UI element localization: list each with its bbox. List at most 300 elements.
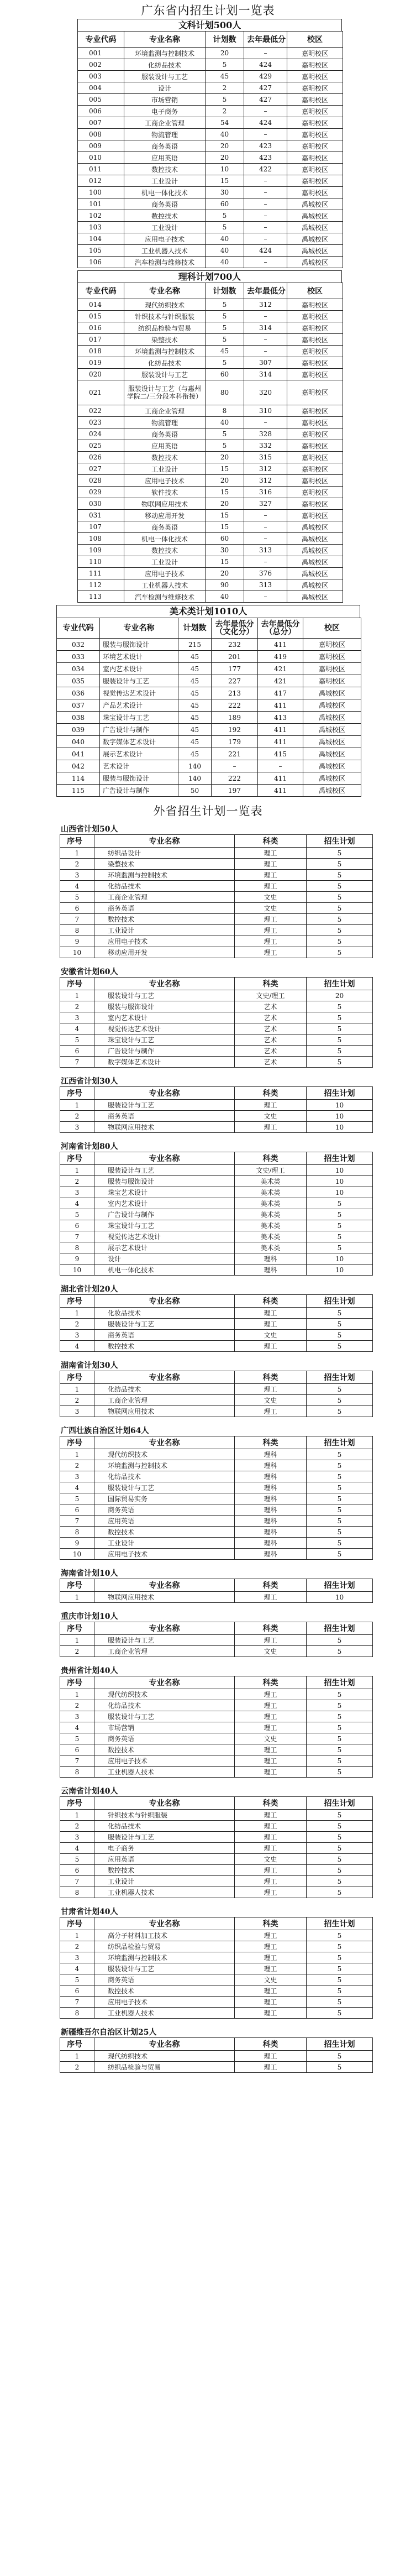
table-header-row <box>60 1622 373 1635</box>
cell-major-code: 034 <box>57 663 100 675</box>
cell-major-name: 产品艺术设计 <box>100 699 178 712</box>
cell-last-min-score: – <box>244 257 287 268</box>
cell-major-name: 工商企业管理 <box>94 1395 235 1406</box>
cell-min-total-score: 411 <box>258 772 303 785</box>
table-row <box>60 1635 373 1646</box>
cell-index: 5 <box>60 1493 94 1504</box>
cell-last-min-score: – <box>244 187 287 198</box>
cell-index: 3 <box>60 1187 94 1198</box>
wenke-table <box>77 31 343 268</box>
cell-major-name: 应用电子技术 <box>124 233 206 245</box>
cell-index: 8 <box>60 925 94 936</box>
table-header-row <box>60 1295 373 1308</box>
cell-major-name: 广告设计与制作 <box>94 1209 235 1220</box>
cell-min-total-score: 419 <box>258 651 303 663</box>
cell-campus: 嘉明校区 <box>287 463 343 475</box>
cell-category: 理工 <box>235 1865 307 1876</box>
cell-enroll-plan: 5 <box>307 1023 373 1034</box>
cell-plan-count: 2 <box>206 82 244 94</box>
cell-major-name: 纺织品检验与贸易 <box>94 1941 235 1952</box>
cell-index: 4 <box>60 1023 94 1034</box>
cell-min-total-score: 413 <box>258 712 303 724</box>
table-row <box>60 1209 373 1220</box>
province-table <box>60 1294 373 1352</box>
header-enroll-plan: 招生计划 <box>307 1622 373 1635</box>
cell-major-code: 002 <box>78 59 124 71</box>
cell-major-name: 现代纺织技术 <box>124 299 206 311</box>
cell-campus: 嘉明校区 <box>287 117 343 129</box>
province-table <box>60 834 373 958</box>
cell-enroll-plan: 5 <box>307 1941 373 1952</box>
cell-plan-count: 5 <box>206 357 244 369</box>
province-table <box>60 2037 373 2073</box>
table-row <box>78 187 343 198</box>
cell-major-code: 028 <box>78 475 124 487</box>
table-row <box>78 591 343 603</box>
header-index: 序号 <box>60 1295 94 1308</box>
cell-category: 理工 <box>235 1810 307 1821</box>
cell-major-name: 视觉传达艺术设计 <box>94 1023 235 1034</box>
cell-index: 1 <box>60 1100 94 1111</box>
cell-major-code: 035 <box>57 675 100 687</box>
cell-index: 10 <box>60 1549 94 1560</box>
cell-major-name: 商务英语 <box>124 140 206 152</box>
like-section <box>77 270 343 603</box>
cell-major-name: 商务英语 <box>94 903 235 914</box>
cell-category: 理工 <box>235 1997 307 2008</box>
cell-category: 理科 <box>235 1516 307 1527</box>
cell-major-code: 038 <box>57 712 100 724</box>
cell-category: 理工 <box>235 870 307 881</box>
table-row <box>60 1198 373 1209</box>
cell-index: 5 <box>60 892 94 903</box>
cell-index: 3 <box>60 1471 94 1482</box>
table-row <box>78 346 343 357</box>
cell-major-code: 015 <box>78 311 124 322</box>
cell-index: 9 <box>60 1538 94 1549</box>
cell-campus: 嘉明校区 <box>287 429 343 440</box>
cell-min-culture-score: – <box>212 760 258 772</box>
table-row <box>78 210 343 222</box>
cell-last-min-score: 315 <box>244 452 287 463</box>
cell-plan-count: 20 <box>206 452 244 463</box>
table-row <box>60 1122 373 1133</box>
art-section <box>56 605 361 797</box>
cell-major-name: 移动应用开发 <box>124 510 206 521</box>
cell-enroll-plan: 5 <box>307 2008 373 2019</box>
cell-category: 理科 <box>235 1449 307 1460</box>
province-title: 江西省计划30人 <box>61 1077 118 1086</box>
cell-campus: 嘉明校区 <box>287 322 343 334</box>
cell-index: 3 <box>60 1711 94 1722</box>
table-row <box>78 545 343 556</box>
cell-plan-count: 40 <box>206 233 244 245</box>
cell-major-name: 工业设计 <box>94 1538 235 1549</box>
cell-major-name: 数字媒体艺术设计 <box>94 1057 235 1068</box>
table-header-row <box>60 1797 373 1810</box>
wenke-section <box>77 19 343 268</box>
cell-category: 理工 <box>235 1952 307 1963</box>
cell-major-code: 040 <box>57 736 100 748</box>
cell-major-code: 027 <box>78 463 124 475</box>
cell-last-min-score: 314 <box>244 369 287 380</box>
cell-last-min-score: – <box>244 556 287 568</box>
cell-index: 6 <box>60 1504 94 1516</box>
cell-category: 艺术 <box>235 1057 307 1068</box>
cell-min-total-score: 411 <box>258 736 303 748</box>
cell-major-name: 设计 <box>124 82 206 94</box>
table-row <box>60 2008 373 2019</box>
cell-major-name: 物流管理 <box>124 129 206 140</box>
cell-index: 6 <box>60 1865 94 1876</box>
table-row <box>78 521 343 533</box>
cell-plan-count: 140 <box>178 760 212 772</box>
table-header-row <box>60 1436 373 1449</box>
cell-major-name: 化纺品技术 <box>94 1471 235 1482</box>
cell-major-name: 化纺品技术 <box>94 1384 235 1395</box>
cell-major-name: 物流管理 <box>124 417 206 429</box>
cell-major-code: 102 <box>78 210 124 222</box>
cell-index: 2 <box>60 1319 94 1330</box>
province-table <box>60 1917 373 2019</box>
cell-category: 美术类 <box>235 1176 307 1187</box>
table-row <box>78 380 343 405</box>
cell-enroll-plan: 5 <box>307 903 373 914</box>
cell-min-culture-score: 177 <box>212 663 258 675</box>
header-category: 科类 <box>235 1087 307 1100</box>
cell-plan-count: 20 <box>206 140 244 152</box>
header-major-name: 专业名称 <box>124 283 206 299</box>
cell-index: 4 <box>60 1198 94 1209</box>
cell-major-code: 012 <box>78 175 124 187</box>
table-row <box>57 639 361 651</box>
cell-major-code: 033 <box>57 651 100 663</box>
cell-plan-count: 5 <box>206 440 244 452</box>
header-index: 序号 <box>60 1152 94 1165</box>
cell-enroll-plan: 5 <box>307 1985 373 1997</box>
cell-major-name: 高分子材料加工技术 <box>94 1930 235 1941</box>
cell-major-code: 009 <box>78 140 124 152</box>
header-category: 科类 <box>235 1797 307 1810</box>
header-last-min-score: 去年最低分 <box>244 283 287 299</box>
cell-campus: 禹城校区 <box>287 245 343 257</box>
cell-campus: 禹城校区 <box>303 736 361 748</box>
cell-category: 理工 <box>235 936 307 947</box>
province-table <box>60 1152 373 1276</box>
cell-major-name: 工商企业管理 <box>94 892 235 903</box>
cell-index: 2 <box>60 1176 94 1187</box>
table-row <box>60 1516 373 1527</box>
cell-major-code: 020 <box>78 369 124 380</box>
cell-category: 文史/理工 <box>235 990 307 1001</box>
cell-campus: 禹城校区 <box>287 533 343 545</box>
table-row <box>60 1876 373 1887</box>
cell-last-min-score: – <box>244 210 287 222</box>
cell-major-code: 100 <box>78 187 124 198</box>
cell-enroll-plan: 5 <box>307 1384 373 1395</box>
table-row <box>78 164 343 175</box>
cell-category: 理工 <box>235 947 307 958</box>
cell-index: 1 <box>60 990 94 1001</box>
table-row <box>78 222 343 233</box>
cell-campus: 嘉明校区 <box>303 675 361 687</box>
cell-major-name: 软件技术 <box>124 487 206 498</box>
cell-campus: 禹城校区 <box>303 724 361 736</box>
cell-last-min-score: – <box>244 106 287 117</box>
cell-major-code: 039 <box>57 724 100 736</box>
cell-category: 文史 <box>235 1974 307 1985</box>
cell-major-name: 环境监测与控制技术 <box>124 48 206 59</box>
cell-major-name: 工业设计 <box>94 1876 235 1887</box>
table-row <box>60 1023 373 1034</box>
header-major-name: 专业名称 <box>124 32 206 48</box>
table-row <box>60 1941 373 1952</box>
table-header-row <box>60 1152 373 1165</box>
header-enroll-plan: 招生计划 <box>307 1579 373 1592</box>
table-header-row <box>60 1676 373 1689</box>
table-row <box>60 2062 373 2073</box>
table-row <box>60 1985 373 1997</box>
table-row <box>60 1220 373 1231</box>
cell-enroll-plan: 10 <box>307 1176 373 1187</box>
table-row <box>78 152 343 164</box>
cell-last-min-score: – <box>244 129 287 140</box>
cell-major-code: 105 <box>78 245 124 257</box>
header-major-name: 专业名称 <box>94 1436 235 1449</box>
cell-plan-count: 90 <box>206 579 244 591</box>
cell-index: 9 <box>60 1253 94 1265</box>
cell-major-name: 珠宝设计与工艺 <box>94 1220 235 1231</box>
cell-major-name: 物联网应用技术 <box>94 1406 235 1417</box>
cell-enroll-plan: 5 <box>307 1516 373 1527</box>
table-row <box>60 881 373 892</box>
cell-enroll-plan: 5 <box>307 1930 373 1941</box>
cell-last-min-score: 320 <box>244 380 287 405</box>
table-row <box>60 1646 373 1657</box>
cell-index: 2 <box>60 1460 94 1471</box>
cell-major-name: 珠宝设计与工艺 <box>94 1034 235 1046</box>
cell-major-name: 广告设计与制作 <box>100 785 178 797</box>
table-row <box>60 892 373 903</box>
cell-index: 9 <box>60 936 94 947</box>
cell-last-min-score: 332 <box>244 440 287 452</box>
header-major-name: 专业名称 <box>94 1152 235 1165</box>
cell-category: 理工 <box>235 1821 307 1832</box>
cell-major-name: 广告设计与制作 <box>94 1046 235 1057</box>
cell-campus: 嘉明校区 <box>287 475 343 487</box>
cell-major-name: 商务英语 <box>94 1504 235 1516</box>
cell-index: 2 <box>60 859 94 870</box>
cell-plan-count: 40 <box>206 245 244 257</box>
cell-index: 4 <box>60 1341 94 1352</box>
header-index: 序号 <box>60 1797 94 1810</box>
cell-enroll-plan: 5 <box>307 1471 373 1482</box>
province-title: 云南省计划40人 <box>61 1787 118 1796</box>
cell-major-code: 112 <box>78 579 124 591</box>
cell-campus: 嘉明校区 <box>303 663 361 675</box>
cell-major-code: 029 <box>78 487 124 498</box>
cell-major-name: 广告设计与制作 <box>100 724 178 736</box>
cell-category: 理工 <box>235 1319 307 1330</box>
cell-major-name: 室内艺术设计 <box>100 663 178 675</box>
cell-enroll-plan: 5 <box>307 848 373 859</box>
header-category: 科类 <box>235 1676 307 1689</box>
cell-min-total-score: – <box>258 760 303 772</box>
header-enroll-plan: 招生计划 <box>307 1371 373 1384</box>
cell-campus: 嘉明校区 <box>287 94 343 106</box>
cell-last-min-score: 314 <box>244 322 287 334</box>
table-row <box>60 1755 373 1767</box>
cell-enroll-plan: 5 <box>307 1330 373 1341</box>
cell-index: 1 <box>60 1165 94 1176</box>
table-row <box>60 1538 373 1549</box>
cell-index: 4 <box>60 1722 94 1733</box>
cell-enroll-plan: 5 <box>307 1231 373 1242</box>
cell-category: 理工 <box>235 1308 307 1319</box>
cell-major-code: 021 <box>78 380 124 405</box>
cell-plan-count: 45 <box>178 651 212 663</box>
table-row <box>60 1689 373 1700</box>
cell-plan-count: 45 <box>178 748 212 760</box>
cell-enroll-plan: 5 <box>307 1308 373 1319</box>
header-index: 序号 <box>60 2038 94 2051</box>
table-row <box>60 990 373 1001</box>
province-title: 河南省计划80人 <box>61 1142 118 1151</box>
cell-major-name: 染整技术 <box>94 859 235 870</box>
cell-last-min-score: 427 <box>244 82 287 94</box>
cell-category: 理工 <box>235 2008 307 2019</box>
cell-enroll-plan: 5 <box>307 2051 373 2062</box>
cell-major-name: 数控技术 <box>94 1527 235 1538</box>
cell-last-min-score: – <box>244 222 287 233</box>
table-row <box>60 1963 373 1974</box>
cell-index: 1 <box>60 1689 94 1700</box>
cell-last-min-score: – <box>244 198 287 210</box>
cell-plan-count: 40 <box>206 591 244 603</box>
cell-last-min-score: 307 <box>244 357 287 369</box>
cell-index: 5 <box>60 1209 94 1220</box>
cell-campus: 禹城校区 <box>303 760 361 772</box>
cell-last-min-score: 424 <box>244 245 287 257</box>
cell-category: 理工 <box>235 848 307 859</box>
cell-plan-count: 5 <box>206 222 244 233</box>
cell-enroll-plan: 5 <box>307 1449 373 1460</box>
cell-enroll-plan: 5 <box>307 1854 373 1865</box>
cell-major-name: 物联网应用技术 <box>94 1592 235 1603</box>
cell-category: 理科 <box>235 1527 307 1538</box>
cell-major-name: 服装与服饰设计 <box>94 1176 235 1187</box>
cell-index: 1 <box>60 1810 94 1821</box>
table-row <box>60 1997 373 2008</box>
table-row <box>60 1100 373 1111</box>
table-row <box>60 1767 373 1778</box>
table-row <box>60 1034 373 1046</box>
cell-min-culture-score: 232 <box>212 639 258 651</box>
cell-campus: 禹城校区 <box>303 748 361 760</box>
header-major-name: 专业名称 <box>94 1087 235 1100</box>
cell-enroll-plan: 5 <box>307 1963 373 1974</box>
cell-plan-count: 5 <box>206 322 244 334</box>
cell-major-code: 026 <box>78 452 124 463</box>
cell-category: 理工 <box>235 1635 307 1646</box>
table-row <box>60 1471 373 1482</box>
cell-plan-count: 45 <box>178 699 212 712</box>
cell-major-name: 环境监测与控制技术 <box>94 1460 235 1471</box>
table-row <box>78 568 343 579</box>
province-title: 贵州省计划40人 <box>61 1666 118 1675</box>
cell-min-total-score: 411 <box>258 699 303 712</box>
cell-last-min-score: 313 <box>244 579 287 591</box>
cell-major-code: 031 <box>78 510 124 521</box>
cell-enroll-plan: 5 <box>307 1767 373 1778</box>
cell-enroll-plan: 10 <box>307 1253 373 1265</box>
cell-category: 理工 <box>235 1122 307 1133</box>
cell-major-code: 023 <box>78 417 124 429</box>
cell-category: 理工 <box>235 1832 307 1843</box>
cell-major-name: 商务英语 <box>124 429 206 440</box>
table-row <box>78 233 343 245</box>
cell-last-min-score: 312 <box>244 299 287 311</box>
cell-major-code: 114 <box>57 772 100 785</box>
cell-index: 7 <box>60 1516 94 1527</box>
cell-last-min-score: 423 <box>244 140 287 152</box>
province-title: 海南省计划10人 <box>61 1569 118 1578</box>
cell-major-name: 环境监测与控制技术 <box>94 870 235 881</box>
header-enroll-plan: 招生计划 <box>307 1797 373 1810</box>
cell-last-min-score: – <box>244 533 287 545</box>
cell-campus: 嘉明校区 <box>287 440 343 452</box>
table-row <box>60 1111 373 1122</box>
cell-last-min-score: – <box>244 521 287 533</box>
cell-category: 文史 <box>235 1733 307 1744</box>
cell-plan-count: 54 <box>206 117 244 129</box>
cell-major-code: 019 <box>78 357 124 369</box>
cell-plan-count: 20 <box>206 475 244 487</box>
cell-index: 6 <box>60 1046 94 1057</box>
table-row <box>78 556 343 568</box>
table-row <box>78 257 343 268</box>
cell-major-name: 数控技术 <box>94 1341 235 1352</box>
cell-enroll-plan: 5 <box>307 1482 373 1493</box>
cell-enroll-plan: 5 <box>307 1821 373 1832</box>
header-plan-count: 计划数 <box>178 618 212 639</box>
table-row <box>60 870 373 881</box>
cell-enroll-plan: 5 <box>307 1843 373 1854</box>
cell-category: 美术类 <box>235 1242 307 1253</box>
cell-enroll-plan: 5 <box>307 914 373 925</box>
cell-major-name: 市场营销 <box>124 94 206 106</box>
province-table <box>60 1086 373 1133</box>
cell-major-name: 工业设计 <box>94 925 235 936</box>
province-title: 山西省计划50人 <box>61 825 118 834</box>
table-row <box>60 1395 373 1406</box>
cell-major-code: 032 <box>57 639 100 651</box>
cell-enroll-plan: 5 <box>307 1887 373 1898</box>
cell-major-name: 商务英语 <box>124 521 206 533</box>
table-row <box>78 487 343 498</box>
table-row <box>78 175 343 187</box>
cell-category: 美术类 <box>235 1209 307 1220</box>
cell-major-name: 物联网应用技术 <box>124 498 206 510</box>
cell-major-name: 珠宝设计与工艺 <box>100 712 178 724</box>
cell-major-code: 017 <box>78 334 124 346</box>
cell-major-name: 数控技术 <box>124 545 206 556</box>
cell-major-name: 商务英语 <box>94 1974 235 1985</box>
cell-index: 2 <box>60 1646 94 1657</box>
cell-campus: 嘉明校区 <box>287 380 343 405</box>
cell-enroll-plan: 5 <box>307 1711 373 1722</box>
cell-min-culture-score: 227 <box>212 675 258 687</box>
